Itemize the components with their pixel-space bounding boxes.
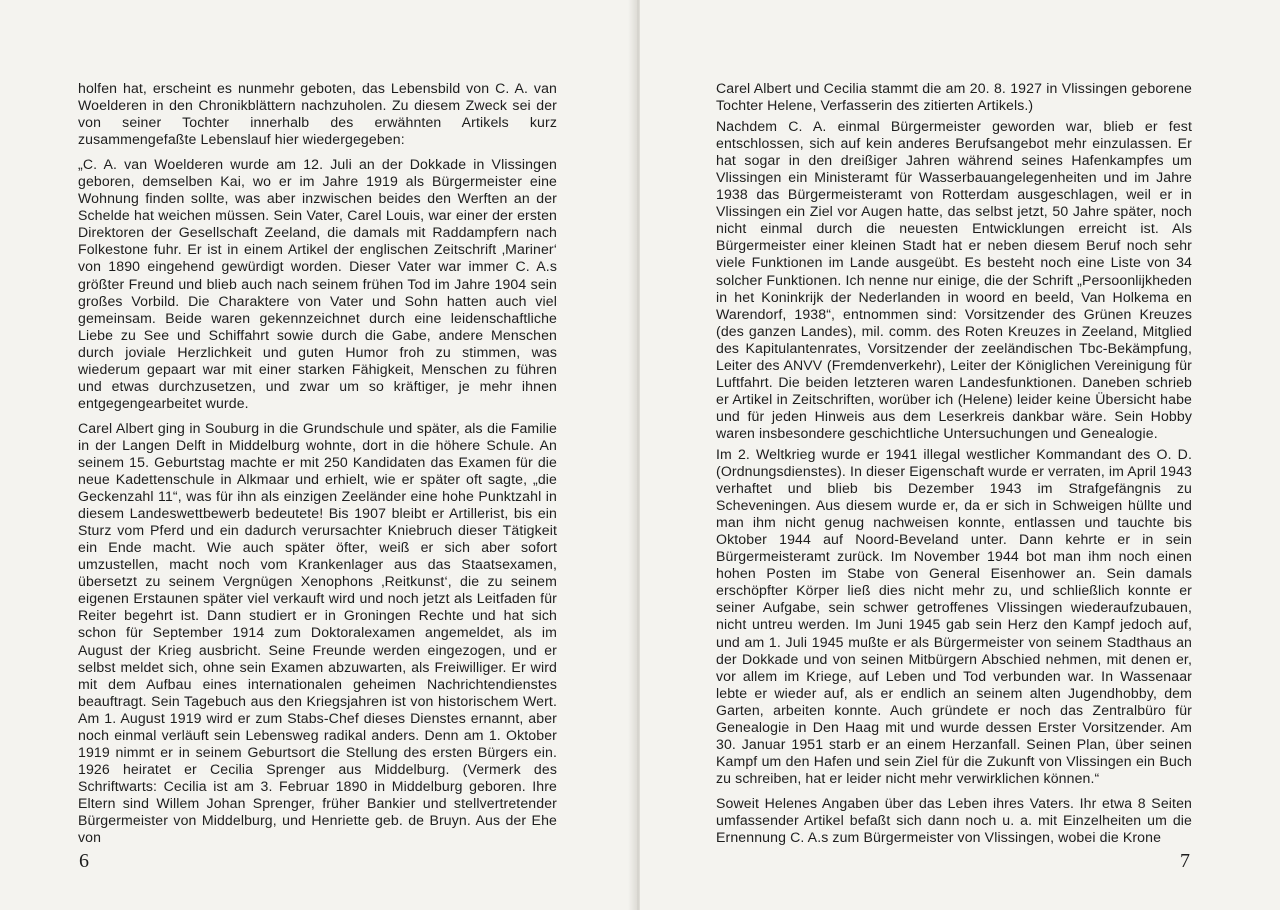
left-text-column [78,80,557,854]
paragraph: Im 2. Weltkrieg wurde er 1941 illegal westlicher Kommandant des O. D. (Ordnungsdienstes). In dieser Eigenschaft wurde er verraten, im April 1943 verhaftet und blieb bis Dezember 1943 im Strafgefängnis zu Scheveningen. Aus diesem wurde er, da er sich in Schweigen hüllte und man ihm nicht genug nachweisen konnte, entlassen und tauchte bis Oktober 1944 auf Noord-Beveland unter. Dann kehrte er in sein Bürgermeisteramt zurück. Im November 1944 bot man ihm noch einen hohen Posten im Stabe von General Eisenhower an. Sein damals erschöpfter Körper ließ dies nicht mehr zu, und schließlich konnte er seiner Aufgabe, sein schwer getroffenes Vlissingen wiederaufzubauen, nicht untreu werden. Im Juni 1945 gab sein Herz den Kampf jedoch auf, und am 1. Juli 1945 mußte er als Bürgermeister von seinem Stadthaus an der Dokkade und von seinen Mitbürgern Abschied nehmen, mit denen er, vor allem im Kriege, auf Leben und Tod verbunden war. In Wassenaar lebte er wieder auf, als er endlich an seinem alten Jugendhobby, dem Garten, arbeiten konnte. Auch gründete er noch das Zentralbüro für Genealogie in Den Haag mit und wurde dessen Erster Vorsitzender. Am 30. Januar 1951 starb er an einem Herzanfall. Seinen Plan, über seinen Kampf um den Hafen und sein Ziel für die Zukunft von Vlissingen ein Buch zu schreiben, hat er leider nicht mehr verwirklichen können.“ [716,445,1192,786]
page-number: 6 [79,850,89,872]
page-number: 7 [1180,850,1190,872]
right-text-column [716,80,1192,854]
paragraph: Nachdem C. A. einmal Bürgermeister geworden war, blieb er fest entschlossen, sich auf kein anderes Berufsangebot mehr einzulassen. Er hat sogar in den dreißiger Jahren während seines Hafenkampfes um Vlissingen ein Ministeramt für Wasserbauangelegenheiten und im Jahre 1938 das Bürgermeisteramt von Rotterdam ausgeschlagen, weil er in Vlissingen ein Ziel vor Augen hatte, das selbst jetzt, 50 Jahre später, noch nicht einmal durch die neuesten Entwicklungen erreicht ist. Als Bürgermeister einer kleinen Stadt hat er neben diesem Beruf noch sehr viele Funktionen im Lande ausgeübt. Es besteht noch eine Liste von 34 solcher Funktionen. Ich nenne nur einige, die der Schrift „Persoonlijkheden in het Koninkrijk der Nederlanden in woord en beeld, Van Holkema en Warendorf, 1938“, entnommen sind: Vorsitzender des Grünen Kreuzes (des ganzen Landes), mil. comm. des Roten Kreuzes in Zeeland, Mitglied des Kapitulantenrates, Vorsitzender der zeeländischen Tbc-Bekämpfung, Leiter des ANVV (Fremdenverkehr), Leiter der Königlichen Vereinigung für Luftfahrt. Die beiden letzteren waren Landesfunktionen. Daneben schrieb er Artikel in Zeitschriften, worüber ich (Helene) leider keine Übersicht habe und für jeden Hinweis aus dem Leserkreis dankbar wäre. Sein Hobby waren insbesondere geschichtliche Untersuchungen und Genealogie. [716,118,1192,441]
paragraph: holfen hat, erscheint es nunmehr geboten, das Lebensbild von C. A. van Woelderen in den Chronikblättern nachzuholen. Zu diesem Zweck sei der von seiner Tochter innerhalb des erwähnten Artikels kurz zusammengefaßte Lebenslauf hier wiedergegeben: [78,80,557,148]
paragraph: Soweit Helenes Angaben über das Leben ihres Vaters. Ihr etwa 8 Seiten umfassender Artikel befaßt sich dann noch u. a. mit Einzelheiten um die Ernennung C. A.s zum Bürgermeister von Vlissingen, wobei die Krone [716,794,1192,846]
paragraph: Carel Albert ging in Souburg in die Grundschule und später, als die Familie in der Langen Delft in Middelburg wohnte, dort in die höhere Schule. An seinem 15. Geburtstag machte er mit 250 Kandidaten das Examen für die neue Kadettenschule in Alkmaar und erhielt, wie er später oft sagte, „die Geckenzahl 11“, was für ihn als einzigen Zeeländer eine hohe Punktzahl in diesem Landeswettbewerb bedeutete! Bis 1907 bleibt er Artillerist, bis ein Sturz vom Pferd und ein dadurch verursachter Kniebruch dieser Tätigkeit ein Ende macht. Wie auch später öfter, weiß er sich aber sofort umzustellen, macht noch vom Krankenlager aus das Staatsexamen, übersetzt zu seinem Vergnügen Xenophons ‚Reitkunst‘, die zu seinem eigenen Erstaunen später viel verkauft wird und noch jetzt als Leitfaden für Reiter begehrt ist. Dann studiert er in Groningen Rechte und hat sich schon für September 1914 zum Doktoralexamen angemeldet, als im August der Krieg ausbricht. Seine Freunde werden eingezogen, und er selbst meldet sich, ohne sein Examen abzuwarten, als Freiwilliger. Er wird mit dem Aufbau eines internationalen geheimen Nachrichtendienstes beauftragt. Sein Tagebuch aus den Kriegsjahren ist von historischem Wert. Am 1. August 1919 wird er zum Stabs-Chef dieses Dienstes ernannt, aber noch einmal verläuft sein Lebensweg radikal anders. Denn am 1. Oktober 1919 nimmt er in seinem Geburtsort die Stellung des ersten Bürgers ein. 1926 heiratet er Cecilia Sprenger aus Middelburg. (Vermerk des Schriftwarts: Cecilia ist am 3. Februar 1890 in Middelburg geboren. Ihre Eltern sind Willem Johan Sprenger, früher Bankier und stellvertretender Bürgermeister von Middelburg, und Henriette geb. de Bruyn. Aus der Ehe von [78,419,557,846]
right-page [640,0,1280,910]
paragraph: „C. A. van Woelderen wurde am 12. Juli an der Dokkade in Vlissingen geboren, demselben Kai, wo er im Jahre 1919 als Bürgermeister eine Wohnung finden sollte, was aber inzwischen beides den Werften an der Schelde hat weichen müssen. Sein Vater, Carel Louis, war einer der ersten Direktoren der Gesellschaft Zeeland, die damals mit Raddampfern nach Folkestone fuhr. Er ist in einem Artikel der englischen Zeitschrift ‚Mariner‘ von 1890 eingehend gewürdigt worden. Dieser Vater war immer C. A.s größter Freund und blieb auch nach seinem frühen Tod im Jahre 1904 sein großes Vorbild. Die Charaktere von Vater und Sohn hatten auch viel gemeinsam. Beide waren gekennzeichnet durch eine leidenschaftliche Liebe zu See und Schiffahrt sowie durch die Gabe, andere Menschen durch joviale Herzlichkeit und guten Humor froh zu stimmen, was wiederum gepaart war mit einer starken Fähigkeit, Menschen zu führen und etwas durchzusetzen, und zwar um so kräftiger, je mehr ihnen entgegengearbeitet wurde. [78,156,557,411]
left-page [0,0,636,910]
paragraph: Carel Albert und Cecilia stammt die am 20. 8. 1927 in Vlissingen geborene Tochter Helene, Verfasserin des zitierten Artikels.) [716,80,1192,114]
